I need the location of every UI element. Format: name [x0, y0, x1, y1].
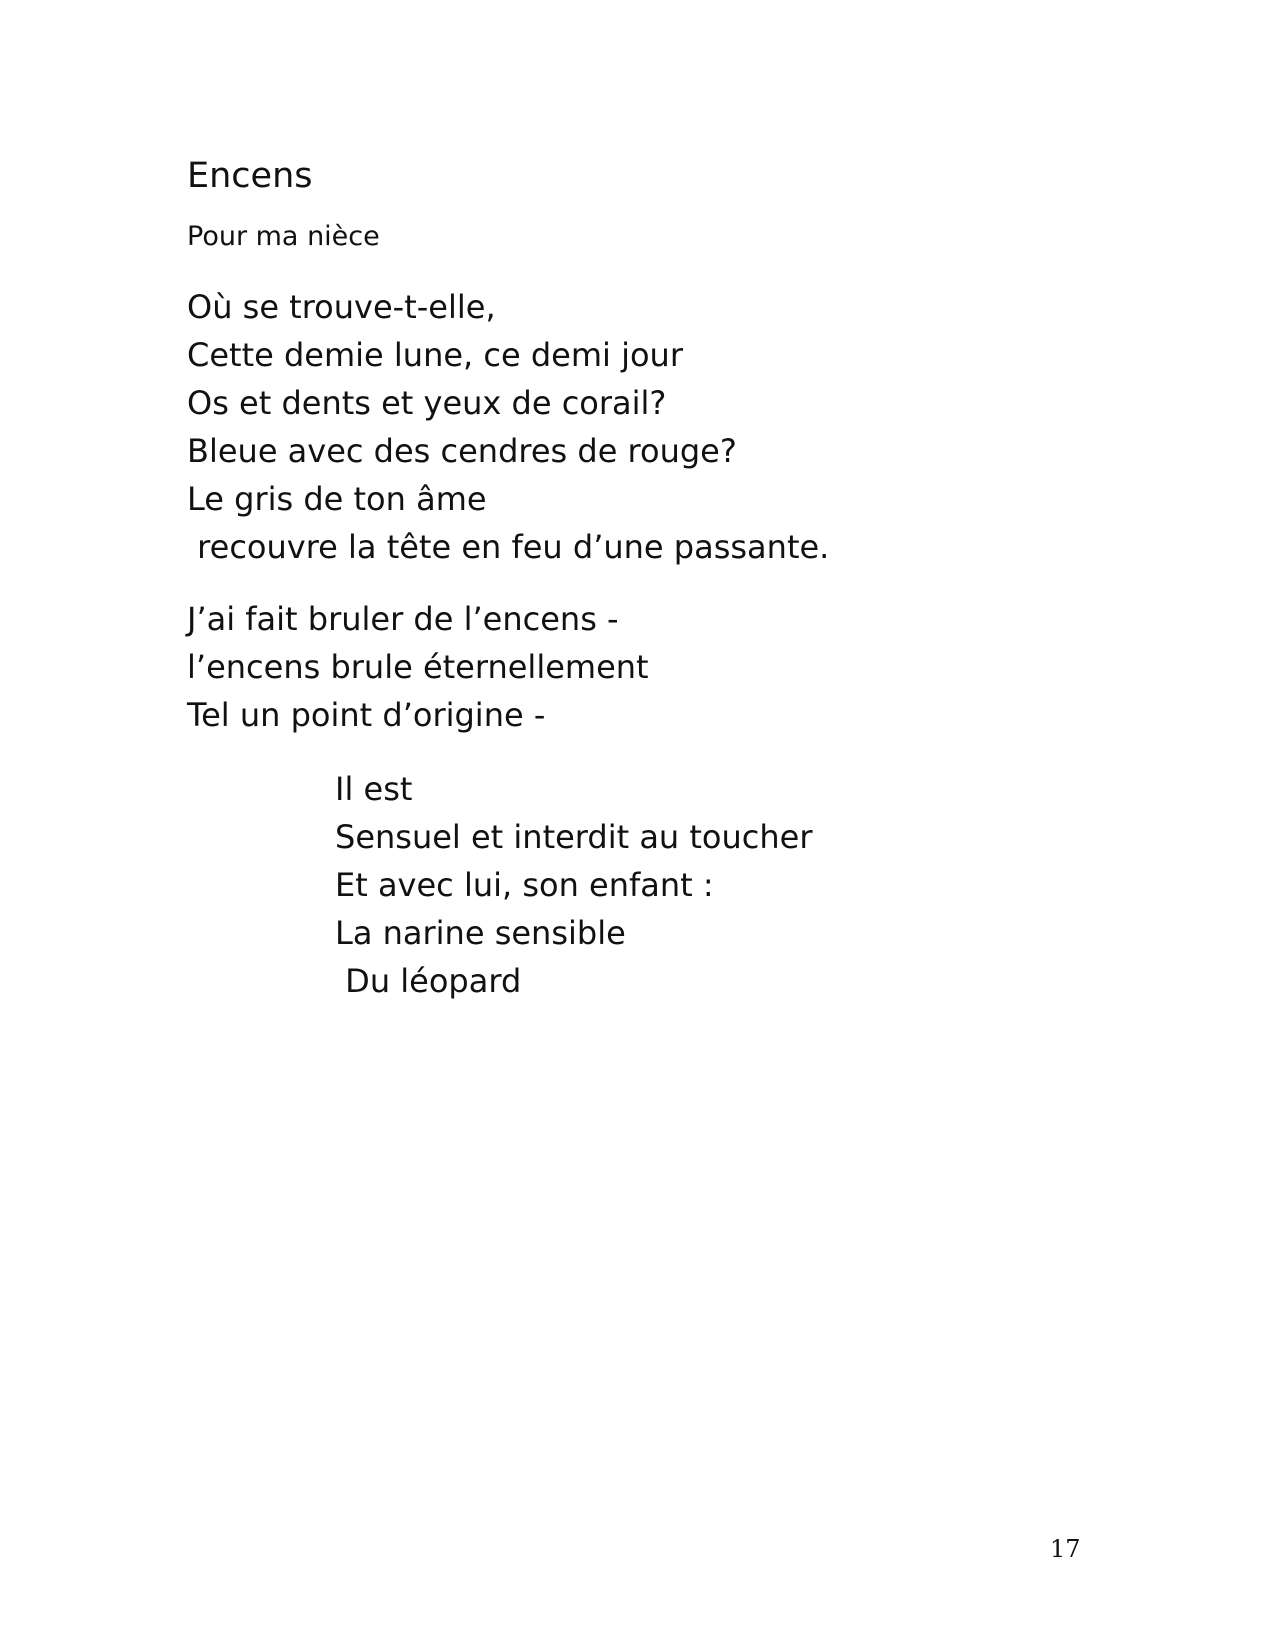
poem-line: Os et dents et yeux de corail? — [187, 384, 667, 422]
stanza-3 — [335, 765, 813, 1005]
stanza-1 — [187, 283, 829, 571]
poem-line: La narine sensible — [335, 914, 626, 952]
poem-line: recouvre la tête en feu d’une passante. — [187, 528, 830, 566]
poem-title: Encens — [187, 156, 313, 196]
poem-line: l’encens brule éternellement — [187, 648, 649, 686]
poem-line: Tel un point d’origine - — [187, 696, 546, 734]
stanza-2 — [187, 595, 649, 739]
poem-line: Et avec lui, son enfant : — [335, 866, 714, 904]
poem-line: Le gris de ton âme — [187, 480, 487, 518]
poem-line: Où se trouve-t-elle, — [187, 288, 496, 326]
poem-line: Il est — [335, 770, 413, 808]
poem-line: Du léopard — [335, 962, 522, 1000]
poem-line: J’ai fait bruler de l’encens - — [187, 600, 619, 638]
poem-line: Bleue avec des cendres de rouge? — [187, 432, 737, 470]
poem-line: Cette demie lune, ce demi jour — [187, 336, 683, 374]
poem-line: Sensuel et interdit au toucher — [335, 818, 813, 856]
page-number: 17 — [1050, 1535, 1081, 1563]
poem-dedication: Pour ma nièce — [187, 221, 380, 252]
